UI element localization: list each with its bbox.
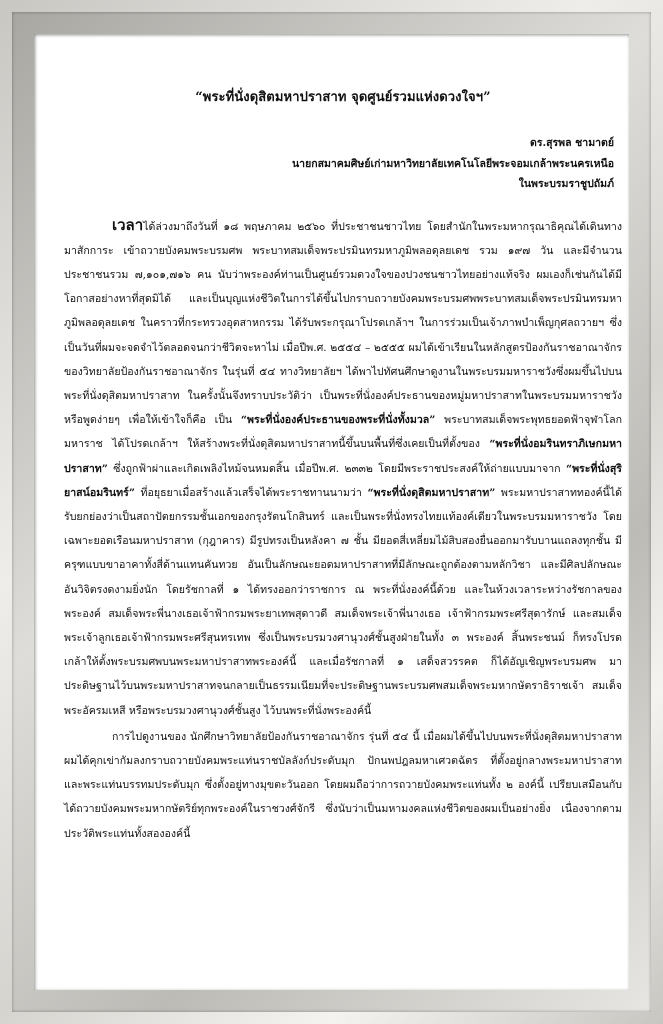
emphasis-text: “พระที่นั่งองค์ประธานของพระที่นั่งทั้งมวล” — [240, 414, 436, 427]
emphasis-text: “พระที่นั่งดุสิตมหาปราสาท” — [367, 486, 496, 499]
paragraph-1 — [64, 213, 622, 723]
paragraph-text: พระบาทสมเด็จพระพุทธยอดฟ้าจุฬาโลกมหาราช ได้โปรดเกล้าฯ ให้สร้างพระที่นั่งดุสิตมหาปราสาทนี้ขึ้นบนพื้นที่ซึ่งเคยเป็นที่ตั้งของ — [64, 414, 622, 451]
paragraph-text: ที่อยุธยาเมื่อสร้างแล้วเสร็จได้พระราชทานนามว่า — [134, 486, 368, 499]
author-position: นายกสมาคมศิษย์เก่ามหาวิทยาลัยเทคโนโลยีพระจอมเกล้าพระนครเหนือ — [292, 157, 614, 170]
paragraph-text: การไปดูงานของ นักศึกษาวิทยาลัยป้องกันราชอาณาจักร รุ่นที่ ๕๔ นี้ เมื่อผมได้ขึ้นไปบนพระที่นั่งดุสิตมหาปราสาท ผมได้คุกเข่ากัมลงกราบถวายบังคมพระแท่นราชบัลลังก์ประดับมุก ปักนพปฎลมหาเศวตฉัตร ที่ตั้งอยู่กลางพระมหาปราสาท และพระแท่นบรรทมประดับมุก ซึ่งตั้งอยู่ทางมุขตะวันออก โดยผมถือว่าการถวายบังคมพระแท่นทั้ง ๒ องค์นี้ เปรียบเสมือนกับได้ถวายบังคมพระมหากษัตริย์ทุกพระองค์ในราชวงศ์จักรี ซึ่งนับว่าเป็นมหามงคลแห่งชีวิตของผมเป็นอย่างยิ่ง เนื่องจากตามประวัติพระแท่นทั้งสององค์นี้ — [64, 730, 622, 840]
paragraph-text: พระมหาปราสาททองค์นี้ได้รับยกย่องว่าเป็นสถาปัตยกรรมชั้นเอกของกรุงรัตนโกสินทร์ และเป็นพระที่นั่งทรงไทยแท้องค์เดียวในพระบรมมหาราชวัง โดยเฉพาะยอดเรือนมหาปราสาท (กุฎาคาร) มีรูปทรงเป็นหลังคา ๗ ชั้น มียอดสี่เหลี่ยมไม้สิบสองยื่นออกมารับบานแถลงทุกชั้น มีครุฑแบบขาอาคาทั้งสี่ด้านแทนคันทวย อันเป็นลักษณะยอดมหาปราสาทที่มีลักษณะถูกต้องตามหลักวิชา และมีศิลปลักษณะอันวิจิตรงดงามยิ่งนัก โดยรัชกาลที่ ๑ ได้ทรงออกว่าราชการ ณ พระที่นั่งองค์นี้ด้วย และในห้วงเวลาระหว่างรัชกาลของพระองค์ สมเด็จพระพี่นางเธอเจ้าฟ้ากรมพระยาเทพสุดาวดี สมเด็จพระเจ้าพี่นางเธอ เจ้าฟ้ากรมพระศรีสุดารักษ์ และสมเด็จพระเจ้าลูกเธอเจ้าฟ้ากรมพระศรีสุนทรเทพ ซึ่งเป็นพระบรมวงศานุวงศ์ชั้นสูงฝ่ายในทั้ง ๓ พระองค์ สิ้นพระชนม์ ก็ทรงโปรดเกล้าให้ตั้งพระบรมศพบนพระมหาปราสาทพระองค์นี้ และเมื่อรัชกาลที่ ๑ เสด็จสวรรคต ก็ได้อัญเชิญพระบรมศพ มาประดิษฐานไว้บนพระมหาปราสาทจนกลายเป็นธรรมเนียมที่จะประดิษฐานพระบรมศพสมเด็จพระมหากษัตราธิราชเจ้า สมเด็จพระอัครมเหสี หรือพระบรมวงศานุวงศ์ชั้นสูง ไว้บนพระที่นั่งพระองค์นี้ — [64, 486, 622, 717]
paragraph-text: ซึ่งถูกฟ้าผ่าและเกิดเพลิงไหม้จนหมดสิ้น เมื่อปีพ.ศ. ๒๓๓๒ โดยมีพระราชประสงค์ให้ถ่ายแบบมาจาก — [107, 462, 566, 475]
paragraph-text: ได้ล่วงมาถึงวันที่ ๑๘ พฤษภาคม ๒๕๖๐ ที่ประชาชนชาวไทย โดยสำนักในพระมหากรุณาธิคุณได้เดินทางมาสักการะ เข้าถวายบังคมพระบรมศพ พระบาทสมเด็จพระปรมินทรมหาภูมิพลอดุลยเดช รวม ๑๙๗ วัน และมีจำนวนประชาชนรวม ๗,๑๐๑,๗๑๖ คน นับว่าพระองค์ท่านเป็นศูนย์รวมดวงใจของปวงชนชาวไทยอย่างแท้จริง ผมเองก็เช่นกันได้มีโอกาสอย่างหาที่สุดมิได้ และเป็นบุญแห่งชีวิตในการได้ขึ้นไปกราบถวายบังคมพระบรมศพพระบาทสมเด็จพระปรมินทรมหาภูมิพลอดุลยเดช ในคราวที่กระทรวงอุตสาหกรรม ได้รับพระกรุณาโปรดเกล้าฯ ในการร่วมเป็นเจ้าภาพบำเพ็ญกุศลถวายฯ ซึ่งเป็นวันที่ผมจะจดจำไว้ตลอดจนกว่าชีวิตจะหาไม่ เมื่อปีพ.ศ. ๒๕๕๔ – ๒๕๕๕ ผมได้เข้าเรียนในหลักสูตรป้องกันราชอาณาจักรของวิทยาลัยป้องกันราชอาณาจักร ในรุ่นที่ ๕๔ ทางวิทยาลัยฯ ได้พาไปทัศนศึกษาดูงานในพระบรมมหาราชวังซึ่งผมขึ้นไปบนพระที่นั่งดุสิตมหาปราสาท ในครั้งนั้นจึงทราบประวัติว่า เป็นพระที่นั่งองค์ประธานของหมู่มหาปราสาทในพระบรมมหาราชวังหรือพูดง่ายๆ เพื่อให้เข้าใจก็คือ เป็น — [64, 220, 622, 427]
document-title: “พระที่นั่งดุสิตมหาปราสาท จุดศูนย์รวมแห่งดวงใจฯ” — [195, 90, 491, 105]
emphasis-text: “พระที่นั่งอมรินทราภิเษกมหาปราสาท” — [64, 438, 622, 475]
document-content — [64, 86, 622, 846]
paragraph-2 — [64, 725, 622, 846]
author-block — [64, 133, 622, 195]
picture-frame-inner — [12, 12, 651, 1012]
author-name: ดร.สุรพล ชามาตย์ — [530, 137, 614, 149]
document-page — [34, 34, 629, 990]
lead-word: เวลา — [112, 215, 144, 234]
author-patronage: ในพระบรมราชูปถัมภ์ — [518, 178, 614, 190]
emphasis-text: “พระที่นั่งสุริยาสน์อมรินทร์” — [64, 462, 622, 499]
